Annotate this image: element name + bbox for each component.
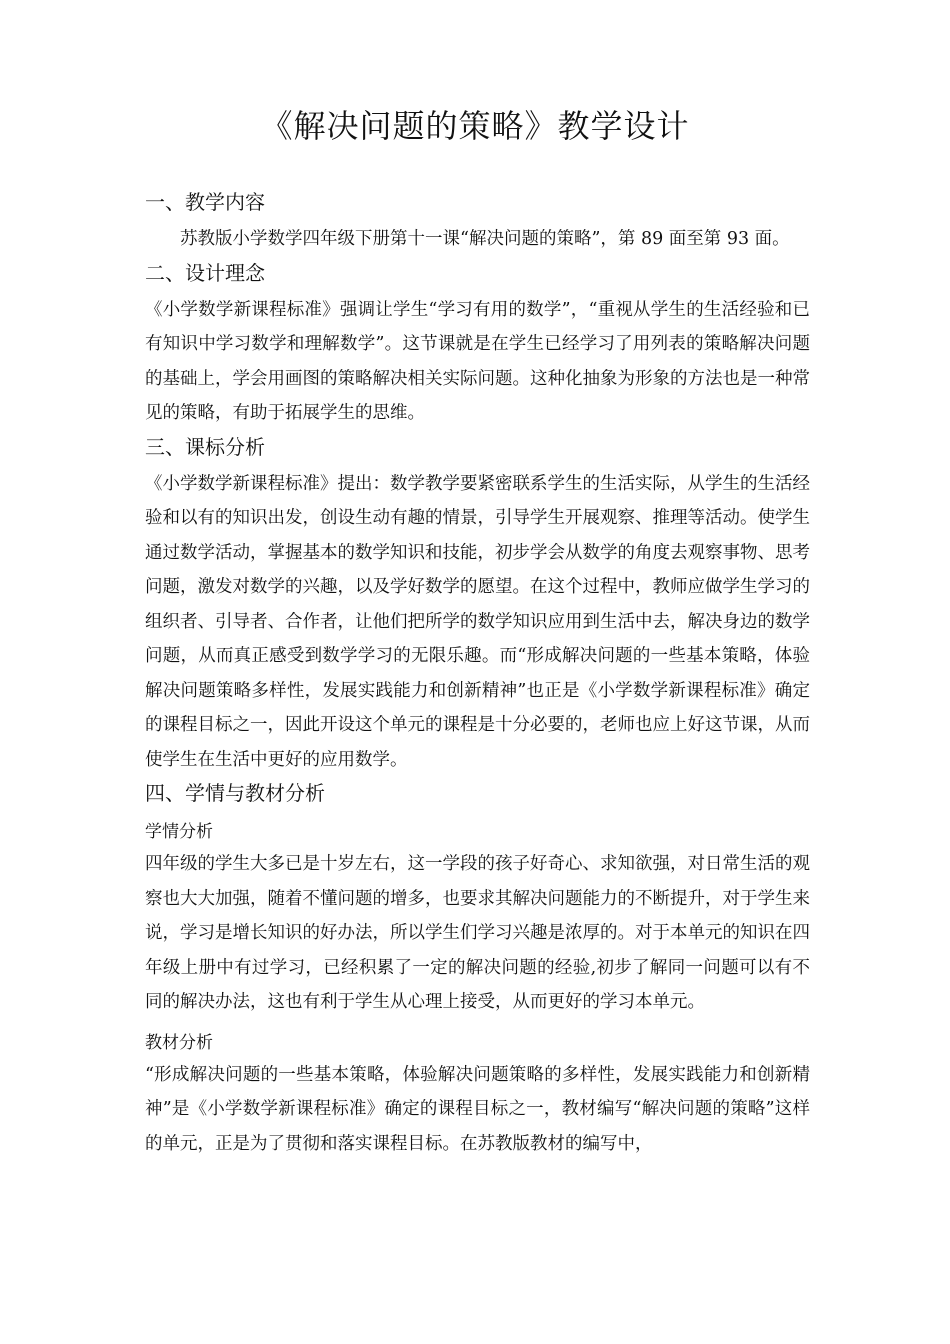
section-design-concept xyxy=(145,257,810,431)
section-heading: 四、学情与教材分析 xyxy=(145,781,325,805)
section-heading: 一、教学内容 xyxy=(145,190,265,214)
section-paragraph: 《小学数学新课程标准》提出：数学教学要紧密联系学生的生活实际，从学生的生活经验和以有的知识出发，创设生动有趣的情景，引导学生开展观察、推理等活动。使学生通过数学活动，掌握基本的数学知识和技能，初步学会从数学的角度去观察事物、思考问题，激发对数学的兴趣，以及学好数学的愿望。在这个过程中，教师应做学生学习的组织者、引导者、合作者，让他们把所学的数学知识应用到生活中去，解决身边的数学问题，从而真正感受到数学学习的无限乐趣。而“形成解决问题的一些基本策略，体验解决问题策略多样性，发展实践能力和创新精神”也正是《小学数学新课程标准》确定的课程目标之一，因此开设这个单元的课程是十分必要的，老师也应上好这节课，从而使学生在生活中更好的应用数学。 xyxy=(145,473,810,770)
section-paragraph: “形成解决问题的一些基本策略，体验解决问题策略的多样性，发展实践能力和创新精神”是《小学数学新课程标准》确定的课程目标之一，教材编写“解决问题的策略”这样的单元，正是为了贯彻和落实课程目标。在苏教版教材的编写中， xyxy=(145,1064,810,1154)
subsection-heading: 学情分析 xyxy=(145,822,213,842)
section-teaching-content xyxy=(145,186,810,257)
document-body xyxy=(145,186,810,1161)
section-paragraph: 苏教版小学数学四年级下册第十一课“解决问题的策略”，第 89 面至第 93 面。 xyxy=(180,229,790,249)
section-heading: 二、设计理念 xyxy=(145,260,265,285)
section-heading: 三、课标分析 xyxy=(145,434,265,459)
subsection-heading: 教材分析 xyxy=(145,1032,213,1053)
section-paragraph: 《小学数学新课程标准》强调让学生“学习有用的数学”，“重视从学生的生活经验和已有知识中学习数学和理解数学”。这节课就是在学生已经学习了用列表的策略解决问题的基础上，学会用画图的策略解决相关实际问题。这种化抽象为形象的方法也是一种常见的策略，有助于拓展学生的思维。 xyxy=(145,299,810,423)
section-curriculum-analysis xyxy=(145,431,810,778)
section-student-and-material-analysis xyxy=(145,777,810,1161)
document-title: 《解决问题的策略》教学设计 xyxy=(260,107,690,145)
section-paragraph: 四年级的学生大多已是十岁左右，这一学段的孩子好奇心、求知欲强，对日常生活的观察也大大加强，随着不懂问题的增多，也要求其解决问题能力的不断提升，对于学生来说，学习是增长知识的好办法，所以学生们学习兴趣是浓厚的。对于本单元的知识在四年级上册中有过学习，已经积累了一定的解决问题的经验,初步了解同一问题可以有不同的解决办法，这也有利于学生从心理上接受，从而更好的学习本单元。 xyxy=(145,854,810,1012)
